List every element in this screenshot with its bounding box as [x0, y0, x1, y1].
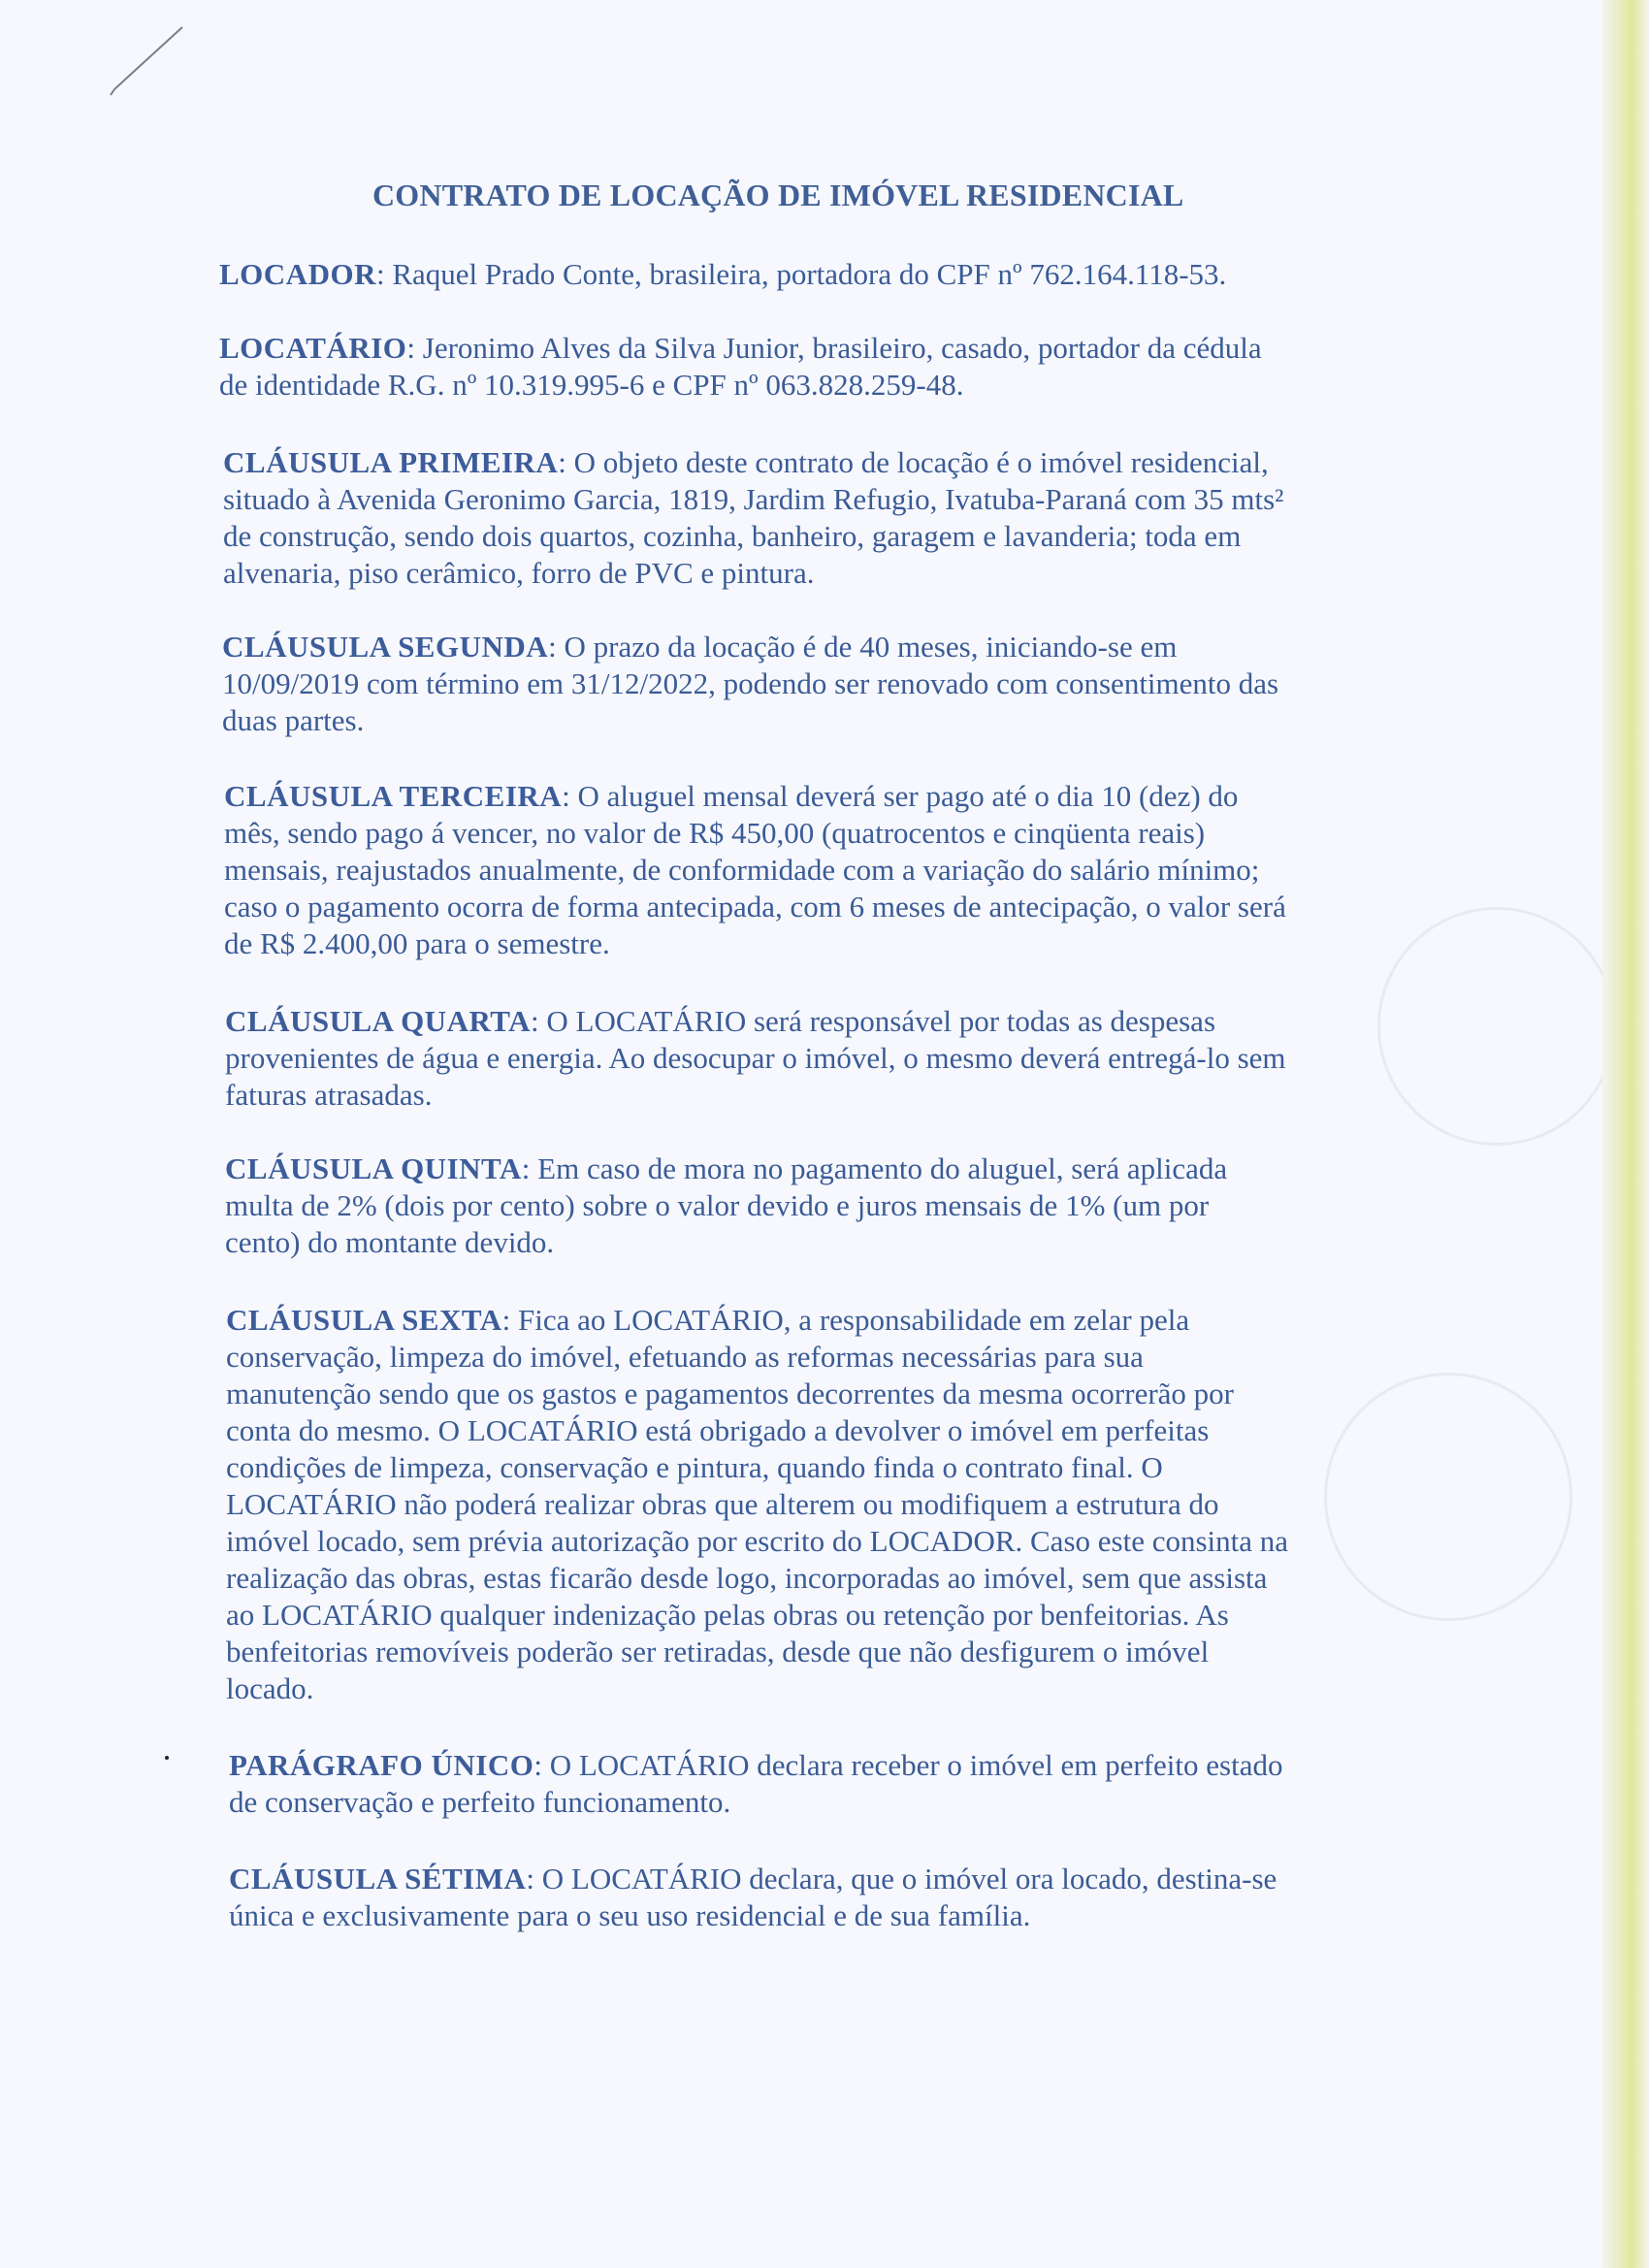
section-text: situado à Avenida Geronimo Garcia, 1819, Jardim Refugio, Ivatuba-Paraná com 35 mts² [223, 482, 1284, 516]
section-text: multa de 2% (dois por cento) sobre o valor devido e juros mensais de 1% (um por [225, 1188, 1210, 1222]
section-label: PARÁGRAFO ÚNICO [229, 1748, 534, 1782]
section-text: O prazo da locação é de 40 meses, iniciando-se em [564, 630, 1178, 664]
section-text: mensais, reajustados anualmente, de conformidade com a variação do salário mínimo; [224, 853, 1260, 887]
section-clausula-segunda: CLÁUSULA SEGUNDA: O prazo da locação é de 40 meses, iniciando-se em 10/09/2019 com término em 31/12/2022, podendo ser renovado com consentimento das duas partes. [222, 629, 1386, 739]
section-label: LOCADOR [219, 257, 376, 291]
section-text: 10/09/2019 com término em 31/12/2022, podendo ser renovado com consentimento das [222, 666, 1279, 700]
section-text: realização das obras, estas ficarão desde logo, incorporadas ao imóvel, sem que assista [226, 1561, 1268, 1595]
speck-dot [165, 1756, 169, 1760]
section-text: ao LOCATÁRIO qualquer indenização pelas obras ou retenção por benfeitorias. As [226, 1598, 1229, 1632]
section-locatario: LOCATÁRIO: Jeronimo Alves da Silva Junior, brasileiro, casado, portador da cédula de identidade R.G. nº 10.319.995-6 e CPF nº 063.828.259-48. [219, 330, 1383, 404]
section-text: conta do mesmo. O LOCATÁRIO está obrigado a devolver o imóvel em perfeitas [226, 1413, 1210, 1447]
section-text: mês, sendo pago á vencer, no valor de R$ 450,00 (quatrocentos e cinqüenta reais) [224, 816, 1206, 850]
pen-stroke-mark [107, 19, 194, 97]
section-label: CLÁUSULA PRIMEIRA [223, 445, 559, 479]
section-text: caso o pagamento ocorra de forma antecipada, com 6 meses de antecipação, o valor será [224, 890, 1286, 923]
section-text: de R$ 2.400,00 para o semestre. [224, 926, 610, 960]
section-text: de conservação e perfeito funcionamento. [229, 1785, 731, 1819]
section-text: faturas atrasadas. [225, 1078, 433, 1112]
section-clausula-setima: CLÁUSULA SÉTIMA: O LOCATÁRIO declara, que o imóvel ora locado, destina-se única e exclusivamente para o seu uso residencial e de sua família. [229, 1861, 1393, 1934]
section-text: alvenaria, piso cerâmico, forro de PVC e pintura. [223, 556, 815, 590]
contract-title: CONTRATO DE LOCAÇÃO DE IMÓVEL RESIDENCIAL [372, 178, 1184, 212]
section-text: manutenção sendo que os gastos e pagamentos decorrentes da mesma ocorrerão por [226, 1377, 1234, 1410]
section-label: CLÁUSULA TERCEIRA [224, 779, 563, 813]
section-clausula-primeira: CLÁUSULA PRIMEIRA: O objeto deste contrato de locação é o imóvel residencial, situado à Avenida Geronimo Garcia, 1819, Jardim Refugio, Ivatuba-Paraná com 35 mts² de construção, sendo dois quartos, cozinha, banheiro, garagem e lavanderia; toda em alvenaria, piso cerâmico, forro de PVC e pintura. [223, 444, 1387, 592]
section-text: de identidade R.G. nº 10.319.995-6 e CPF nº 063.828.259-48. [219, 368, 964, 402]
section-text: O LOCATÁRIO declara, que o imóvel ora locado, destina-se [541, 1862, 1277, 1895]
faded-stamp [1377, 907, 1616, 1146]
section-text: duas partes. [222, 703, 365, 737]
section-paragrafo-unico: PARÁGRAFO ÚNICO: O LOCATÁRIO declara receber o imóvel em perfeito estado de conservação e perfeito funcionamento. [229, 1747, 1393, 1821]
section-text: Jeronimo Alves da Silva Junior, brasileiro, casado, portador da cédula [422, 331, 1262, 365]
section-label: CLÁUSULA SÉTIMA [229, 1862, 527, 1895]
section-text: provenientes de água e energia. Ao desocupar o imóvel, o mesmo deverá entregá-lo sem [225, 1041, 1286, 1075]
section-label: CLÁUSULA SEGUNDA [222, 630, 549, 664]
section-text: O objeto deste contrato de locação é o imóvel residencial, [573, 445, 1269, 479]
section-label: LOCATÁRIO [219, 331, 407, 365]
section-label: CLÁUSULA SEXTA [226, 1303, 502, 1337]
section-text: conservação, limpeza do imóvel, efetuando as reformas necessárias para sua [226, 1340, 1144, 1374]
section-locador: LOCADOR: Raquel Prado Conte, brasileira, portadora do CPF nº 762.164.118-53. [219, 257, 1227, 291]
section-text: condições de limpeza, conservação e pintura, quando finda o contrato final. O [226, 1450, 1163, 1484]
section-text: de construção, sendo dois quartos, cozinha, banheiro, garagem e lavanderia; toda em [223, 519, 1242, 553]
section-clausula-sexta: CLÁUSULA SEXTA: Fica ao LOCATÁRIO, a responsabilidade em zelar pela conservação, limpeza do imóvel, efetuando as reformas necessárias para sua manutenção sendo que os gastos e pagamentos decorrentes da mesma ocorrerão por conta do mesmo. O LOCATÁRIO está obrigado a devolver o imóvel em perfeitas condições de limpeza, conservação e pintura, quando finda o contrato final. O LOCATÁRIO não poderá realizar obras que alterem ou modifiquem a estrutura do imóvel locado, sem prévia autorização por escrito do LOCADOR. Caso este consinta na realização das obras, estas ficarão desde logo, incorporadas ao imóvel, sem que assista ao LOCATÁRIO qualquer indenização pelas obras ou retenção por benfeitorias. As benfeitorias removíveis poderão ser retiradas, desde que não desfigurem o imóvel locado. [226, 1302, 1390, 1707]
section-label: CLÁUSULA QUARTA [225, 1004, 532, 1038]
section-text: imóvel locado, sem prévia autorização por escrito do LOCADOR. Caso este consinta na [226, 1524, 1289, 1558]
section-text: única e exclusivamente para o seu uso residencial e de sua família. [229, 1898, 1031, 1932]
section-text: O LOCATÁRIO será responsável por todas as despesas [546, 1004, 1216, 1038]
section-text: O aluguel mensal deverá ser pago até o dia 10 (dez) do [577, 779, 1239, 813]
section-clausula-terceira: CLÁUSULA TERCEIRA: O aluguel mensal deverá ser pago até o dia 10 (dez) do mês, sendo pago á vencer, no valor de R$ 450,00 (quatrocentos e cinqüenta reais) mensais, reajustados anualmente, de conformidade com a variação do salário mínimo; caso o pagamento ocorra de forma antecipada, com 6 meses de antecipação, o valor será de R$ 2.400,00 para o semestre. [224, 778, 1388, 962]
section-text: Em caso de mora no pagamento do aluguel, será aplicada [537, 1151, 1228, 1185]
section-text: Fica ao LOCATÁRIO, a responsabilidade em zelar pela [518, 1303, 1190, 1337]
section-text: benfeitorias removíveis poderão ser retiradas, desde que não desfigurem o imóvel [226, 1635, 1210, 1669]
section-text: O LOCATÁRIO declara receber o imóvel em perfeito estado [549, 1748, 1283, 1782]
section-clausula-quarta: CLÁUSULA QUARTA: O LOCATÁRIO será responsável por todas as despesas provenientes de água e energia. Ao desocupar o imóvel, o mesmo deverá entregá-lo sem faturas atrasadas. [225, 1003, 1389, 1114]
section-label: CLÁUSULA QUINTA [225, 1151, 522, 1185]
section-text: cento) do montante devido. [225, 1225, 555, 1259]
section-text: LOCATÁRIO não poderá realizar obras que alterem ou modifiquem a estrutura do [226, 1487, 1219, 1521]
page-edge-strip [1602, 0, 1649, 2268]
section-clausula-quinta: CLÁUSULA QUINTA: Em caso de mora no pagamento do aluguel, será aplicada multa de 2% (dois por cento) sobre o valor devido e juros mensais de 1% (um por cento) do montante devido. [225, 1150, 1389, 1261]
section-text: locado. [226, 1671, 314, 1705]
section-text: Raquel Prado Conte, brasileira, portadora do CPF nº 762.164.118-53. [392, 257, 1227, 291]
